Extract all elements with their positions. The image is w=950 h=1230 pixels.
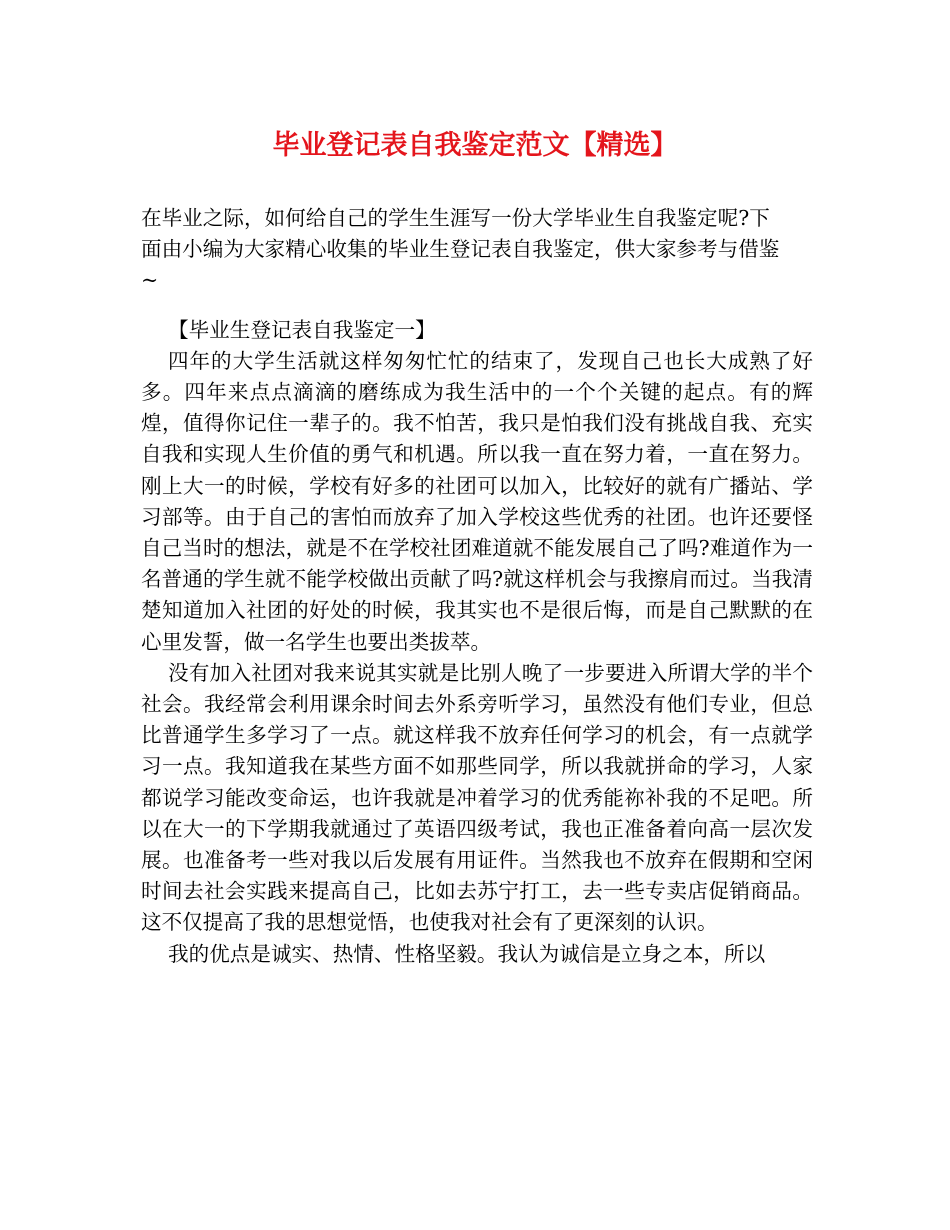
body-paragraph-2: 没有加入社团对我来说其实就是比别人晚了一步要进入所谓大学的半个社会。我经常会利用课余时间去外系旁听学习，虽然没有他们专业，但总比普通学生多学习了一点。就这样我不放弃任何学习的机会，有一点就学习一点。我知道我在某些方面不如那些同学，所以我就拼命的学习，人家都说学习能改变命运，也许我就是冲着学习的优秀能祢补我的不足吧。所以在大一的下学期我就通过了英语四级考试，我也正准备着向高一层次发展。也准备考一些对我以后发展有用证件。当然我也不放弃在假期和空闲时间去社会实践来提高自己，比如去苏宁打工，去一些专卖店促销商品。这不仅提高了我的思想觉悟，也使我对社会有了更深刻的认识。 xyxy=(141,660,813,935)
intro-line-3: ~ xyxy=(141,268,159,293)
body-paragraph-3: 我的优点是诚实、热情、性格坚毅。我认为诚信是立身之本，所以 xyxy=(168,941,766,966)
intro-line-1: 在毕业之际，如何给自己的学生生涯写一份大学毕业生自我鉴定呢?下 xyxy=(141,206,770,230)
intro-line-2: 面由小编为大家精心收集的毕业生登记表自我鉴定，供大家参考与借鉴 xyxy=(141,237,780,262)
section-heading: 【毕业生登记表自我鉴定一】 xyxy=(168,317,436,342)
document-body xyxy=(141,203,813,970)
body-paragraph-1: 四年的大学生活就这样匆匆忙忙的结束了，发现自己也长大成熟了好多。四年来点点滴滴的磨练成为我生活中的一个个关键的起点。有的辉煌，值得你记住一辈子的。我不怕苦，我只是怕我们没有挑战自我、充实自我和实现人生价值的勇气和机遇。所以我一直在努力着，一直在努力。刚上大一的时候，学校有好多的社团可以加入，比较好的就有广播站、学习部等。由于自己的害怕而放弃了加入学校这些优秀的社团。也许还要怪自己当时的想法，就是不在学校社团难道就不能发展自己了吗?难道作为一名普通的学生就不能学校做出贡献了吗?就这样机会与我擦肩而过。当我清楚知道加入社团的好处的时候，我其实也不是很后悔，而是自己默默的在心里发誓，做一名学生也要出类拔萃。 xyxy=(141,348,813,654)
document-title: 毕业登记表自我鉴定范文【精选】 xyxy=(272,130,678,161)
